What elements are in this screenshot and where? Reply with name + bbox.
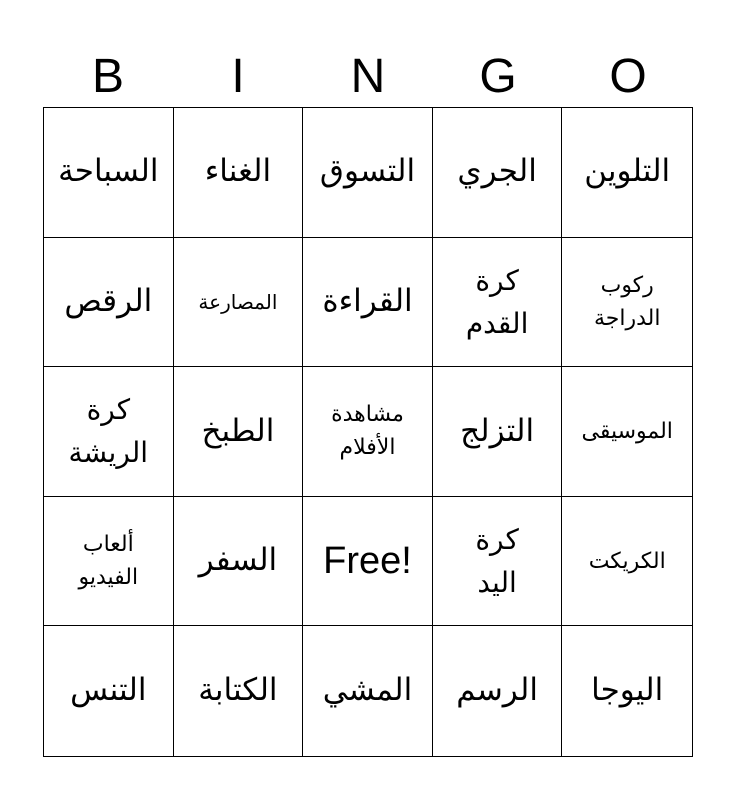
free-space-label: Free!: [323, 539, 412, 582]
cell-label: كرة القدم: [465, 263, 529, 340]
bingo-cell[interactable]: [44, 108, 174, 238]
bingo-cell[interactable]: [174, 626, 304, 756]
bingo-cell[interactable]: [44, 626, 174, 756]
bingo-cell[interactable]: [303, 108, 433, 238]
header-letter-o: O: [609, 50, 647, 103]
cell-label: الجري: [457, 153, 537, 190]
cell-label: الرسم: [456, 672, 538, 709]
cell-label: ألعاب الفيديو: [78, 532, 139, 591]
cell-label: كرة اليد: [475, 522, 519, 600]
bingo-cell[interactable]: [174, 108, 304, 238]
cell-label: الكريكت: [588, 548, 666, 574]
cell-label: التسوق: [319, 153, 416, 190]
cell-label: التزلج: [460, 412, 535, 449]
bingo-cell[interactable]: [174, 367, 304, 497]
cell-label: ركوب الدراجة: [593, 272, 661, 331]
cell-label: السفر: [198, 542, 278, 579]
cell-label: التلوين: [584, 153, 671, 190]
cell-label: الكتابة: [198, 672, 278, 709]
bingo-cell[interactable]: [562, 367, 692, 497]
bingo-cell[interactable]: [562, 108, 692, 238]
cell-label: السباحة: [58, 153, 159, 190]
bingo-cell[interactable]: [174, 238, 304, 368]
bingo-cell[interactable]: [562, 497, 692, 627]
bingo-cell[interactable]: [303, 238, 433, 368]
cell-label: الرقص: [64, 282, 153, 319]
bingo-cell[interactable]: [433, 626, 563, 756]
cell-label: كرة الريشة: [68, 393, 149, 470]
bingo-cell[interactable]: [174, 497, 304, 627]
cell-label: المشي: [322, 672, 413, 709]
bingo-cell[interactable]: [303, 367, 433, 497]
bingo-free-cell[interactable]: [303, 497, 433, 627]
cell-label: اليوجا: [591, 672, 664, 709]
cell-label: التنس: [70, 672, 147, 709]
cell-label: مشاهدة الأفلام: [331, 402, 404, 461]
bingo-card-grid: [43, 107, 693, 757]
header-letter-i: I: [231, 50, 245, 103]
bingo-cell[interactable]: [44, 367, 174, 497]
cell-label: المصارعة: [198, 289, 278, 314]
bingo-cell[interactable]: [44, 497, 174, 627]
header-letter-b: B: [91, 50, 124, 103]
bingo-header: [43, 50, 693, 104]
bingo-cell[interactable]: [433, 108, 563, 238]
cell-label: الطبخ: [201, 412, 275, 449]
cell-label: الموسيقى: [581, 418, 673, 444]
header-letter-g: G: [479, 50, 517, 103]
bingo-cell[interactable]: [562, 238, 692, 368]
cell-label: الغناء: [204, 153, 272, 190]
bingo-cell[interactable]: [433, 367, 563, 497]
bingo-cell[interactable]: [562, 626, 692, 756]
header-letter-n: N: [350, 50, 386, 103]
bingo-cell[interactable]: [44, 238, 174, 368]
bingo-cell[interactable]: [303, 626, 433, 756]
bingo-cell[interactable]: [433, 497, 563, 627]
cell-label: القراءة: [322, 282, 413, 319]
bingo-cell[interactable]: [433, 238, 563, 368]
